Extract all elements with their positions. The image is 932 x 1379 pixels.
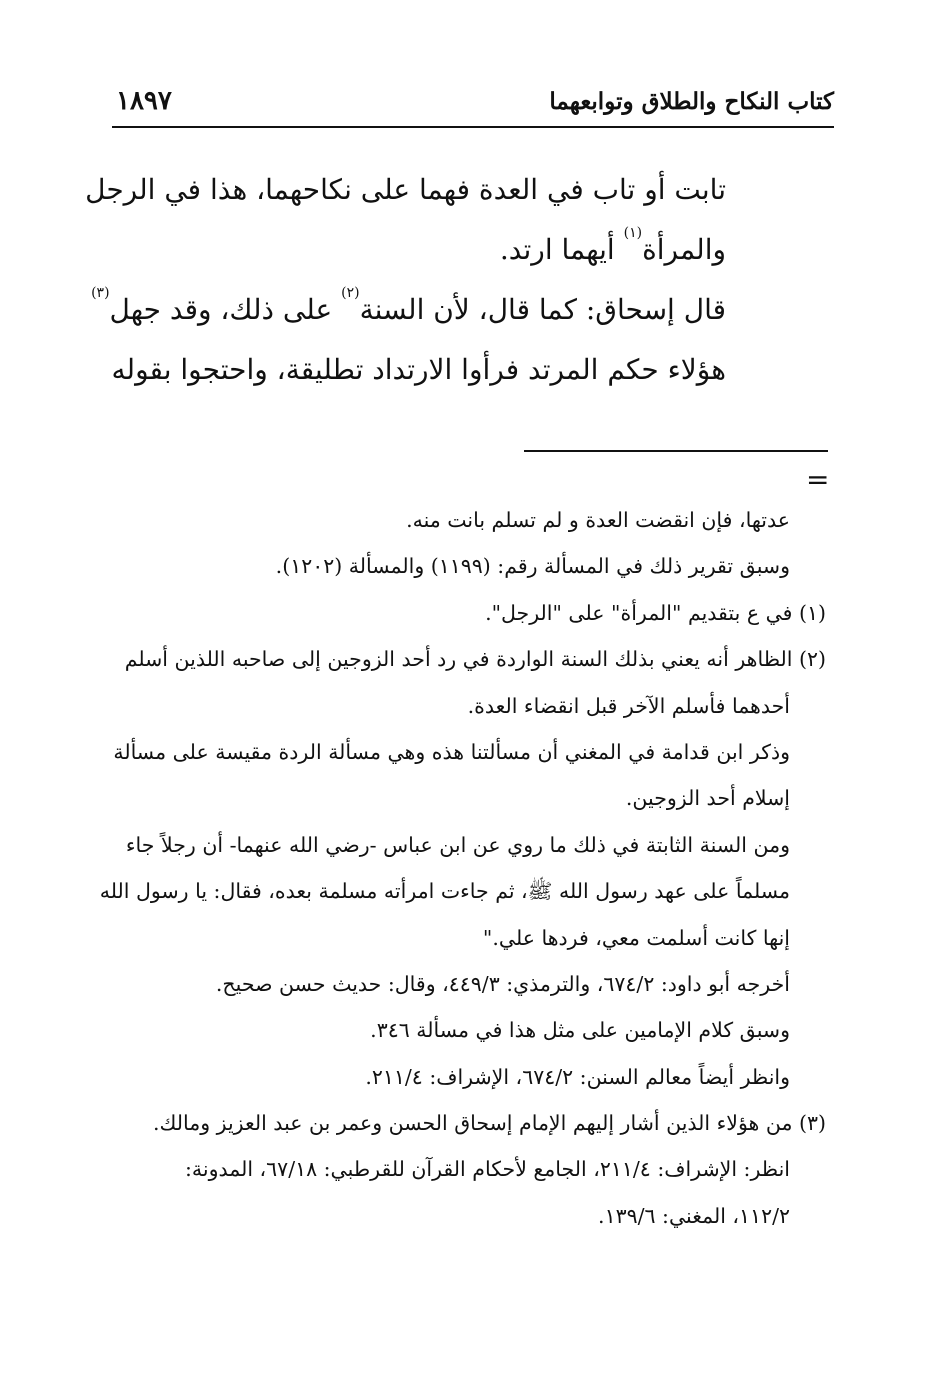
footnote-1: (١) في ع بتقديم "المرأة" على "الرجل". — [485, 600, 826, 625]
footnote-continuation-line: عدتها، فإن انقضت العدة و لم تسلم بانت منه. — [406, 508, 790, 532]
footnote-ref-1: (١) — [623, 225, 643, 241]
footnote-separator — [524, 450, 828, 452]
footnotes — [99, 497, 826, 1239]
main-text — [85, 160, 726, 400]
footnote-2-line: مسلماً على عهد رسول الله ﷺ، ثم جاءت امرأته مسلمة بعده، فقال: يا رسول الله — [99, 879, 790, 904]
footnote-3-line: (٣) من هؤلاء الذين أشار إليهم الإمام إسحاق الحسن وعمر بن عبد العزيز ومالك. — [152, 1111, 826, 1136]
main-text-line: تابت أو تاب في العدة فهما على نكاحهما، هذا في الرجل — [85, 173, 726, 206]
footnote-2-line: إسلام أحد الزوجين. — [625, 786, 790, 811]
footnote-2-line: (٢) الظاهر أنه يعني بذلك السنة الواردة في رد أحد الزوجين إلى صاحبه اللذين أسلم — [124, 647, 826, 672]
continuation-mark: = — [806, 463, 830, 496]
main-text-fragment: أيهما ارتد. — [499, 233, 624, 266]
footnote-2-line: وسبق كلام الإمامين على مثل هذا في مسألة ٣٤٦. — [370, 1018, 790, 1043]
footnote-3-line: ١١٢/٢، المغني: ١٣٩/٦. — [598, 1203, 790, 1228]
main-text-fragment: والمرأة — [642, 233, 726, 266]
footnote-continuation-line: وسبق تقرير ذلك في المسألة رقم: (١١٩٩) والمسألة (١٢٠٢). — [275, 554, 790, 579]
running-title: كتاب النكاح والطلاق وتوابعهما — [549, 88, 834, 115]
page-number: ١٨٩٧ — [116, 86, 172, 116]
footnote-2-line: أخرجه أبو داود: ٦٧٤/٢، والترمذي: ٤٤٩/٣، وقال: حديث حسن صحيح. — [215, 971, 790, 996]
footnote-ref-2: (٢) — [341, 285, 360, 301]
footnote-3-line: انظر: الإشراف: ٢١١/٤، الجامع لأحكام القرآن للقرطبي: ٦٧/١٨، المدونة: — [184, 1157, 790, 1182]
footnote-2-line: ومن السنة الثابتة في ذلك ما روي عن ابن عباس -رضي الله عنهما- أن رجلاً جاء — [125, 832, 790, 857]
page-header — [112, 80, 834, 128]
main-text-fragment: قال إسحاق: كما قال، لأن السنة — [359, 293, 726, 326]
main-text-line — [91, 280, 726, 340]
main-text-line: هؤلاء حكم المرتد فرأوا الارتداد تطليقة، واحتجوا بقوله — [111, 353, 726, 386]
footnote-2-line: أحدهما فأسلم الآخر قبل انقضاء العدة. — [467, 693, 790, 718]
footnote-2-line: وانظر أيضاً معالم السنن: ٦٧٤/٢، الإشراف: ٢١١/٤. — [365, 1064, 790, 1089]
main-text-line — [112, 220, 726, 280]
footnote-2-line: إنها كانت أسلمت معي، فردها علي." — [482, 925, 790, 950]
footnote-ref-3: (٣) — [91, 285, 110, 301]
main-text-fragment: على ذلك، وقد جهل — [109, 293, 342, 326]
footnote-2-line: وذكر ابن قدامة في المغني أن مسألتنا هذه وهي مسألة الردة مقيسة على مسألة — [113, 739, 790, 764]
